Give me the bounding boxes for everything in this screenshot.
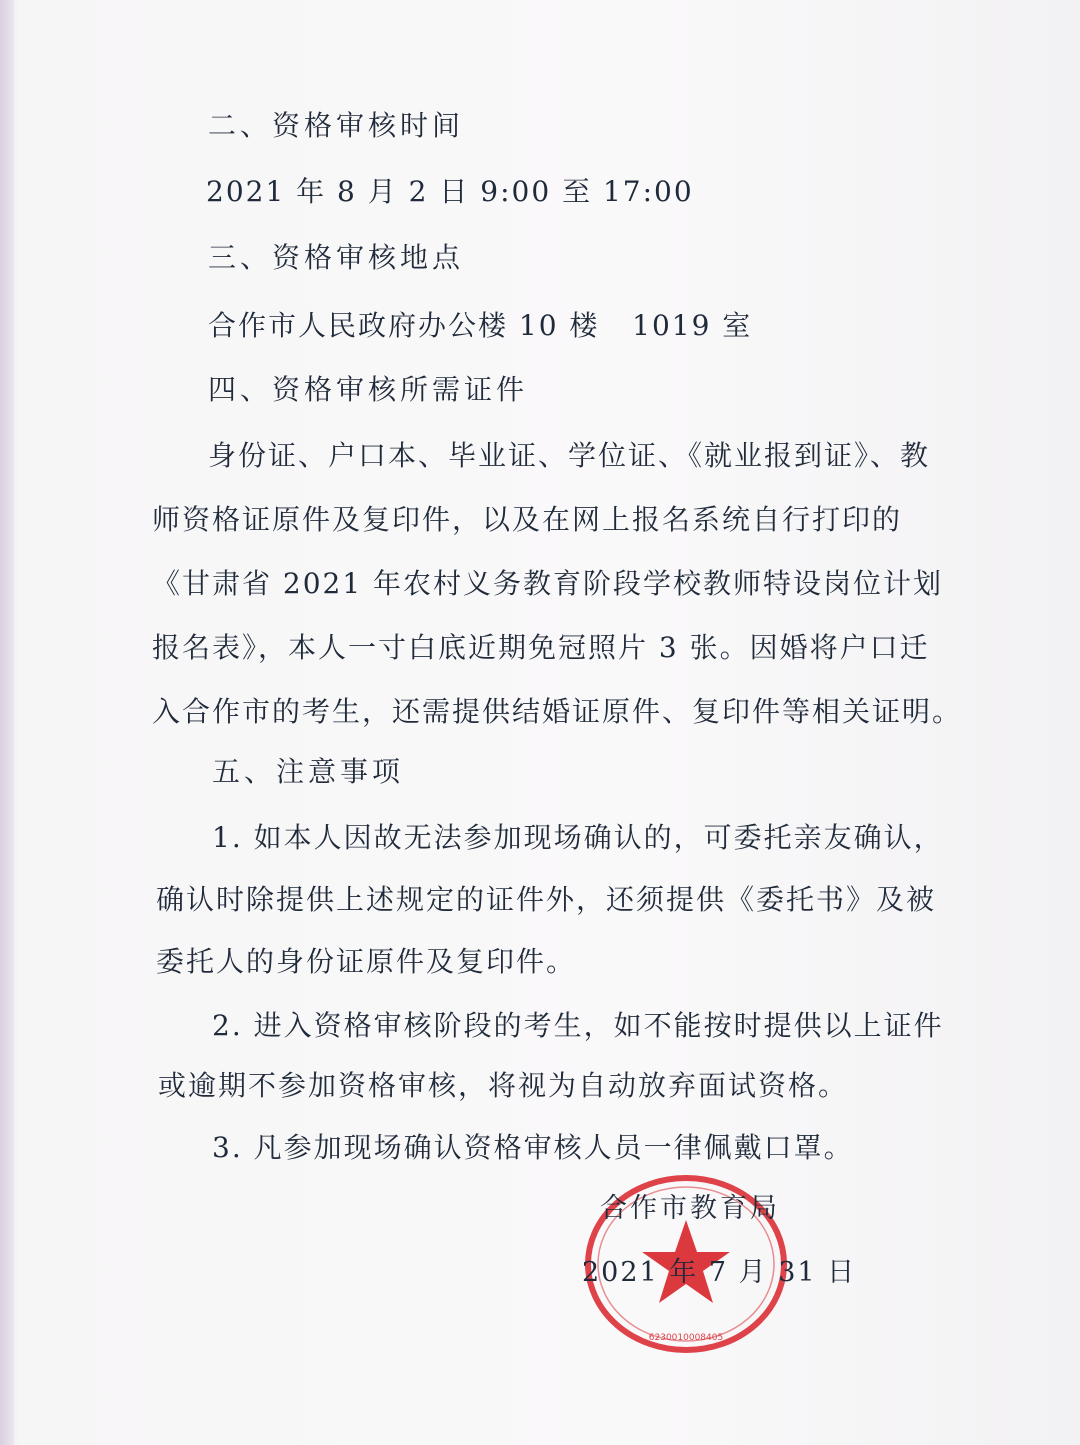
section-heading-place: 三、资格审核地点 [208,241,465,274]
section-heading-documents: 四、资格审核所需证件 [208,373,529,406]
note1-line-2: 确认时除提供上述规定的证件外，还须提供《委托书》及被 [156,883,937,916]
section-heading-time: 二、资格审核时间 [208,109,465,142]
documents-line-5: 入合作市的考生，还需提供结婚证原件、复印件等相关证明。 [152,695,963,728]
signature-organization: 合作市教育局 [600,1193,780,1224]
review-time-text: 2021 年 8 月 2 日 9:00 至 17:00 [206,175,694,208]
note2-line-1: 2. 进入资格审核阶段的考生，如不能按时提供以上证件 [212,1009,944,1042]
signature-date: 2021 年 7 月 31 日 [582,1257,857,1288]
documents-line-3: 《甘肃省 2021 年农村义务教育阶段学校教师特设岗位计划 [152,567,944,600]
page-edge-shadow [0,0,14,1445]
note2-line-2: 或逾期不参加资格审核，将视为自动放弃面试资格。 [158,1069,849,1102]
note1-line-1: 1. 如本人因故无法参加现场确认的，可委托亲友确认， [212,821,944,854]
svg-text:6230010008405: 6230010008405 [648,1333,724,1343]
documents-line-4: 报名表》，本人一寸白底近期免冠照片 3 张。因婚将户口迁 [152,631,930,664]
documents-line-2: 师资格证原件及复印件，以及在网上报名系统自行打印的 [152,503,903,536]
documents-line-1: 身份证、户口本、毕业证、学位证、《就业报到证》、教 [208,439,931,472]
review-place-text: 合作市人民政府办公楼 10 楼 1019 室 [208,309,753,342]
note3-line: 3. 凡参加现场确认资格审核人员一律佩戴口罩。 [212,1131,854,1164]
note1-line-3: 委托人的身份证原件及复印件。 [156,945,577,978]
section-heading-notes: 五、注意事项 [212,755,405,788]
